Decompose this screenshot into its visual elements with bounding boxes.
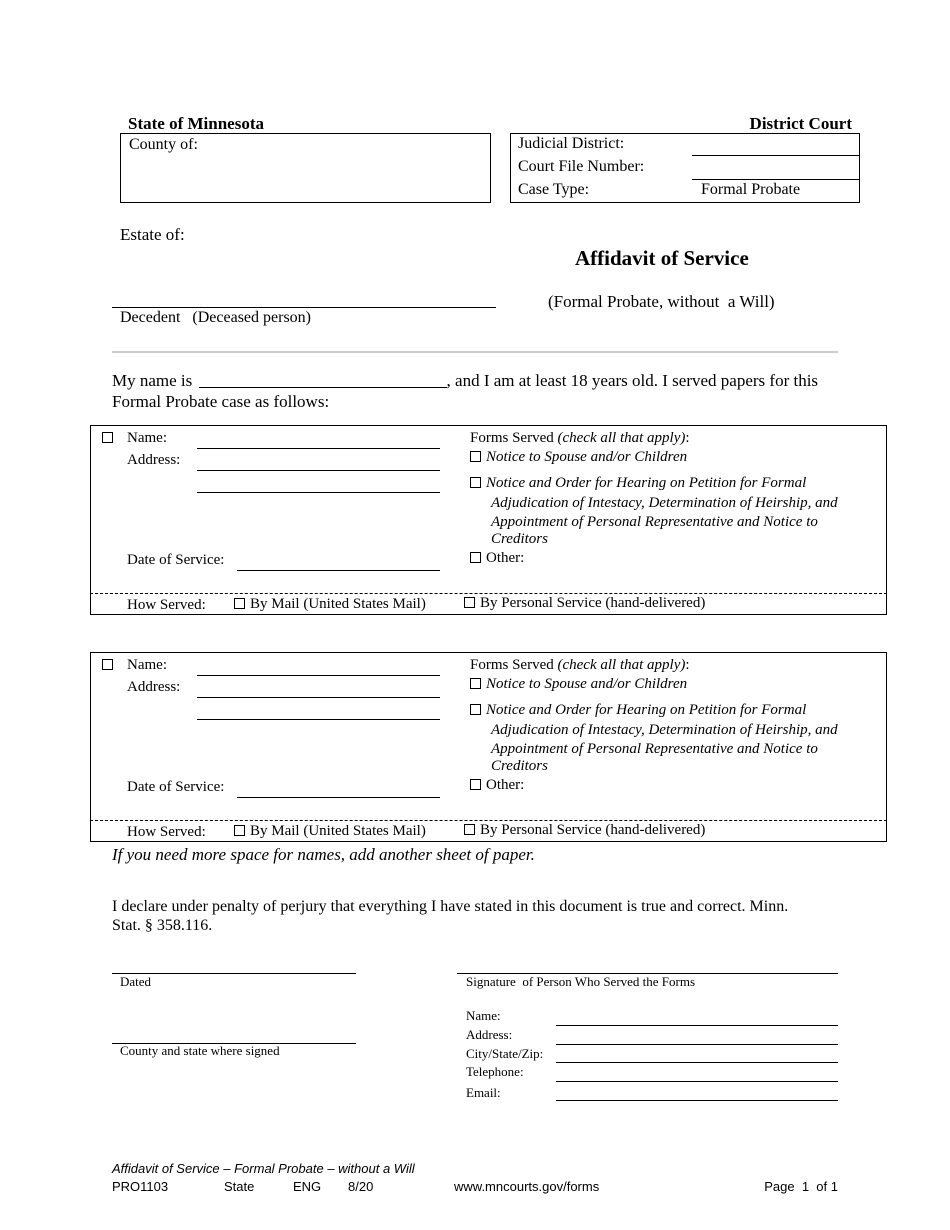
option-other [470,777,524,794]
page-subtitle: (Formal Probate, without a Will) [548,292,775,311]
server-name-field[interactable] [199,373,447,388]
by-personal-label: By Personal Service (hand-delivered) [480,822,706,838]
sig-address-label: Address: [466,1027,513,1042]
name-field[interactable] [197,448,440,449]
intro-suffix: , and I am at least 18 years old. I served papers for this [446,371,819,390]
footer-doc-title: Affidavit of Service – Formal Probate – without a Will [112,1161,415,1176]
date-of-service-label: Date of Service: [127,552,225,568]
judicial-district-label: Judicial District: [518,135,625,152]
forms-served-colon: : [685,430,690,446]
footer-form-id: PRO1103 [112,1179,169,1194]
sig-email-label: Email: [466,1085,501,1100]
dated-label: Dated [120,974,152,989]
party-checkbox[interactable] [102,659,113,670]
sig-name-field[interactable] [556,1025,838,1026]
court-heading: District Court [749,114,852,133]
state-heading: State of Minnesota [128,114,264,133]
court-file-label: Court File Number: [518,158,645,175]
notice-hearing-checkbox[interactable] [470,477,481,488]
judicial-district-field[interactable] [692,155,860,156]
by-personal-label: By Personal Service (hand-delivered) [480,595,706,611]
sig-name-label: Name: [466,1008,501,1023]
notice-hearing-line-2: Adjudication of Intestacy, Determination of Heirship, and [491,722,838,738]
address-field-2[interactable] [197,719,440,720]
estate-of-label: Estate of: [120,225,185,244]
sig-address-field[interactable] [556,1044,838,1045]
date-of-service-field[interactable] [237,797,440,798]
address-field-1[interactable] [197,697,440,698]
intro-line-1 [112,371,818,391]
notice-hearing-checkbox[interactable] [470,704,481,715]
how-served-divider [90,820,887,821]
how-served-label: How Served: [127,824,206,840]
name-label: Name: [127,430,167,446]
forms-served-heading [470,657,690,674]
address-label: Address: [127,452,181,468]
county-label: County of: [129,136,198,153]
option-other [470,550,524,567]
party-checkbox[interactable] [102,432,113,443]
footer-state: State [224,1179,255,1194]
party-checkbox-row [102,430,118,447]
notice-hearing-line-3: Appointment of Personal Representative and Notice to [491,741,818,757]
notice-hearing-line-4: Creditors [491,531,548,547]
notice-spouse-label: Notice to Spouse and/or Children [486,449,688,465]
by-mail-checkbox[interactable] [234,825,245,836]
party-checkbox-row [102,657,118,674]
option-notice-spouse [470,676,687,693]
forms-served-heading [470,430,690,447]
forms-served-label: Forms Served [470,657,554,673]
sig-email-field[interactable] [556,1100,838,1101]
signature-label: Signature of Person Who Served the Forms [466,974,696,989]
forms-served-label: Forms Served [470,430,554,446]
notice-hearing-line-4: Creditors [491,758,548,774]
other-label: Other: [486,550,525,566]
footer-page-number: Page 1 of 1 [764,1179,838,1194]
case-type-label: Case Type: [518,181,590,198]
forms-served-hint: (check all that apply) [557,430,686,446]
service-block-2 [90,652,887,842]
notice-spouse-checkbox[interactable] [470,451,481,462]
sig-telephone-field[interactable] [556,1081,838,1082]
notice-hearing-line-1: Notice and Order for Hearing on Petition for Formal [486,475,807,491]
by-mail-checkbox[interactable] [234,598,245,609]
other-label: Other: [486,777,525,793]
intro-prefix: My name is [112,371,193,390]
declaration-line-2: Stat. § 358.116. [112,917,213,934]
option-notice-hearing [470,702,806,719]
more-space-note: If you need more space for names, add another sheet of paper. [112,845,535,864]
how-served-divider [90,593,887,594]
notice-spouse-checkbox[interactable] [470,678,481,689]
address-field-1[interactable] [197,470,440,471]
county-box[interactable] [120,133,491,203]
sig-city-label: City/State/Zip: [466,1046,544,1061]
address-field-2[interactable] [197,492,440,493]
option-notice-spouse [470,449,687,466]
court-info-box [510,133,860,203]
county-state-label: County and state where signed [120,1043,280,1058]
court-file-field[interactable] [692,179,860,180]
sig-telephone-label: Telephone: [466,1064,524,1079]
page-title: Affidavit of Service [575,246,749,270]
forms-served-hint: (check all that apply) [557,657,686,673]
footer-date: 8/20 [348,1179,374,1194]
by-mail-label: By Mail (United States Mail) [250,823,426,839]
forms-served-colon: : [685,657,690,673]
option-notice-hearing [470,475,806,492]
divider [112,351,838,353]
date-of-service-label: Date of Service: [127,779,225,795]
case-type-value: Formal Probate [701,181,801,198]
intro-line-2: Formal Probate case as follows: [112,392,330,411]
other-checkbox[interactable] [470,552,481,563]
other-checkbox[interactable] [470,779,481,790]
notice-hearing-line-3: Appointment of Personal Representative and Notice to [491,514,818,530]
by-personal-checkbox[interactable] [464,597,475,608]
decedent-label: Decedent (Deceased person) [120,309,312,326]
name-field[interactable] [197,675,440,676]
address-label: Address: [127,679,181,695]
notice-hearing-line-1: Notice and Order for Hearing on Petition for Formal [486,702,807,718]
by-mail-option [234,596,426,613]
service-block-1 [90,425,887,615]
footer-url[interactable]: www.mncourts.gov/forms [454,1179,600,1194]
by-personal-checkbox[interactable] [464,824,475,835]
footer-lang: ENG [293,1179,322,1194]
how-served-label: How Served: [127,597,206,613]
date-of-service-field[interactable] [237,570,440,571]
by-personal-option [464,822,705,839]
by-mail-label: By Mail (United States Mail) [250,596,426,612]
notice-spouse-label: Notice to Spouse and/or Children [486,676,688,692]
name-label: Name: [127,657,167,673]
notice-hearing-line-2: Adjudication of Intestacy, Determination of Heirship, and [491,495,838,511]
sig-city-field[interactable] [556,1062,838,1063]
declaration-line-1: I declare under penalty of perjury that everything I have stated in this document is true and correct. Minn. [112,898,789,915]
by-mail-option [234,823,426,840]
by-personal-option [464,595,705,612]
decedent-name-field[interactable] [112,307,496,308]
